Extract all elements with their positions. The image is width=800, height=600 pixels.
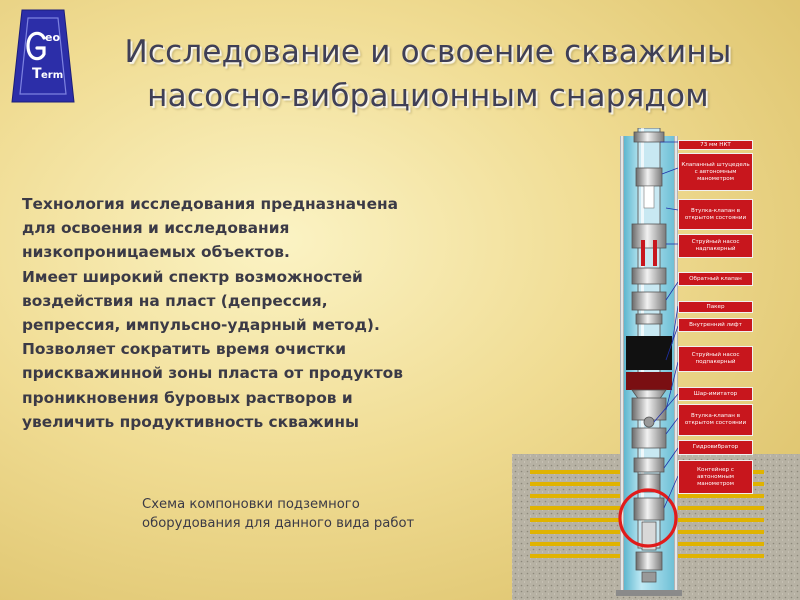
svg-text:T: T [32,66,42,82]
description-line: репрессия, импульсно-ударный метод). [22,316,380,335]
label-inner-lift: Внутренний лифт [678,318,753,332]
caption-line-2: оборудования для данного вида работ [142,516,415,531]
description-line: увеличить продуктивность скважины [22,412,359,431]
description-line: воздействия на пласт (депрессия, [22,291,328,310]
description-line: для освоения и исследования [22,219,290,238]
title-line-2: насосно-вибрационным снарядом [147,78,709,114]
label-ball-imitator: Шар-имитатор [678,387,753,401]
label-hydrovibrator: Гидровибратор [678,440,753,455]
label-jet-pump-upper: Струйный насос надпакерный [678,234,753,258]
label-valve-manometer: Клапанный штуцедель с автономным манометром [678,153,753,191]
label-tubing-73mm: 73 мм НКТ [678,140,753,150]
svg-text:eo: eo [45,31,61,44]
label-valve-sleeve-upper: Втулка-клапан в открытом состоянии [678,199,753,230]
title-line-1: Исследование и освоение скважины [124,34,732,70]
description-line: Технология исследования предназначена [22,195,399,213]
label-manometer-container: Контейнер с автономным манометром [678,460,753,494]
label-check-valve: Обратный клапан [678,272,753,286]
description-line: прискважинной зоны пласта от продуктов [22,364,403,383]
caption-line-1: Схема компоновки подземного [142,497,360,512]
svg-text:erm: erm [41,70,64,81]
geoterm-logo [10,8,76,104]
label-valve-sleeve-lower: Втулка-клапан в открытом состоянии [678,404,753,436]
technology-description [22,192,522,434]
description-line: проникновения буровых растворов и [22,388,353,407]
description-line: низкопроницаемых объектов. [22,243,290,262]
page-title [78,30,778,118]
description-line: Имеет широкий спектр возможностей [22,267,363,286]
packer [626,336,672,370]
description-line: Позволяет сократить время очистки [22,340,347,359]
label-packer: Пакер [678,301,753,313]
diagram-caption [142,495,462,533]
label-jet-pump-lower: Струйный насос подпакерный [678,346,753,372]
well-equipment-diagram [508,128,800,600]
